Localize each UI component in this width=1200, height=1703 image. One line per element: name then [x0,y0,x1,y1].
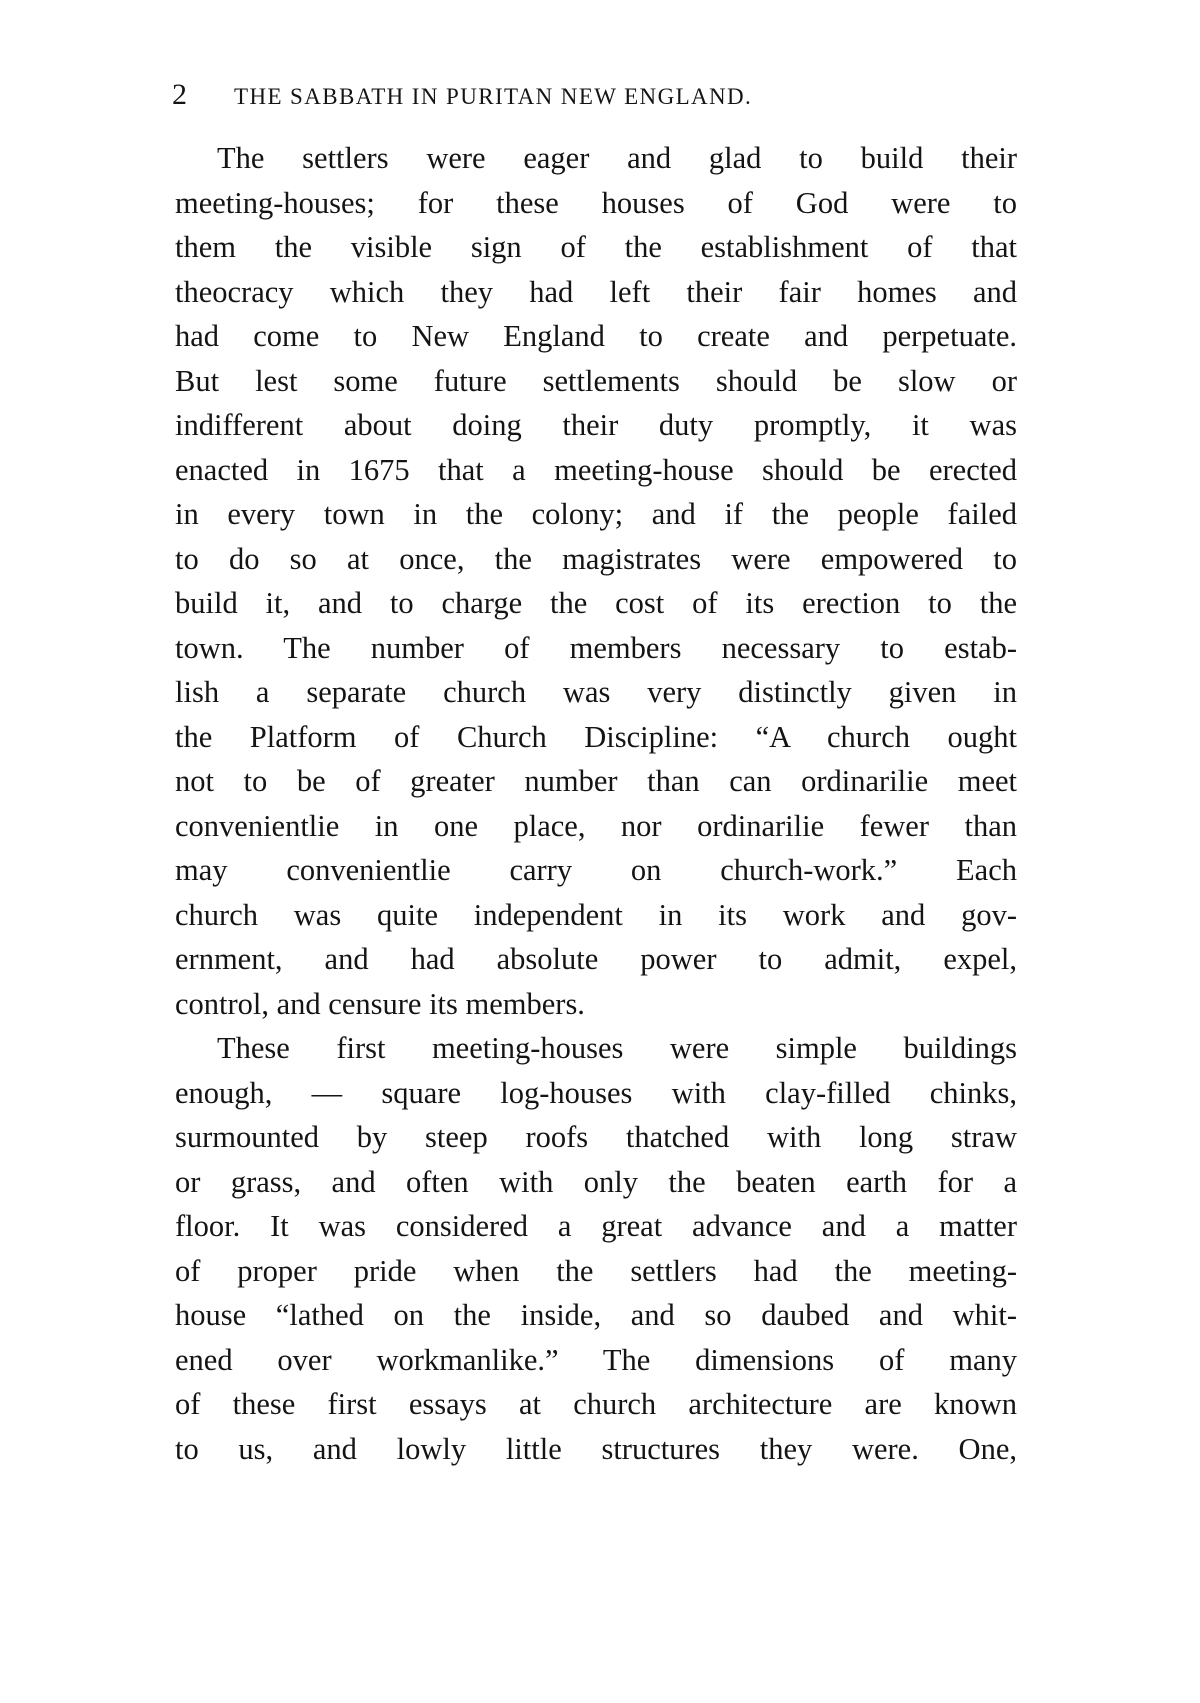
text-line: control, and censure its members. [175,986,585,1021]
text-line: But lest some future settlements should be slow or [175,363,1017,398]
text-line: church was quite independent in its work and gov- [175,897,1017,932]
text-line: indifferent about doing their duty promptly, it was [175,408,1017,442]
text-line: enough, — square log-houses with clay-filled chinks, [175,1075,1017,1110]
text-line: of these first essays at church architecture are known [175,1387,1017,1421]
text-line: meeting-houses; for these houses of God were to [175,185,1017,220]
text-line: not to be of greater number than can ordinarilie meet [175,764,1017,798]
text-line: ernment, and had absolute power to admit, expel, [175,942,1017,976]
text-line: house “lathed on the inside, and so daubed and whit- [175,1298,1017,1332]
text-line: of proper pride when the settlers had the meeting- [175,1253,1017,1288]
text-line: convenientlie in one place, nor ordinarilie fewer than [175,808,1017,843]
text-line: lish a separate church was very distinctly given in [175,675,1017,709]
running-head [172,78,1022,118]
text-line: town. The number of members necessary to estab- [175,630,1017,665]
paragraph-2 [175,1026,1017,1471]
text-line: floor. It was considered a great advance and a matter [175,1209,1017,1243]
text-line: ened over workmanlike.” The dimensions of many [175,1342,1017,1377]
text-line: to do so at once, the magistrates were empowered to [175,541,1017,576]
paragraph-1 [175,136,1017,1026]
page-number: 2 [172,78,187,111]
running-title: THE SABBATH IN PURITAN NEW ENGLAND. [234,84,753,109]
text-line: to us, and lowly little structures they were. One, [175,1431,1017,1466]
text-line: surmounted by steep roofs thatched with long straw [175,1120,1017,1154]
text-line: enacted in 1675 that a meeting-house should be erected [175,452,1017,487]
text-line: The settlers were eager and glad to build their [217,141,1017,175]
text-line: in every town in the colony; and if the people failed [175,497,1017,531]
text-line: build it, and to charge the cost of its erection to the [175,586,1017,620]
text-line: may convenientlie carry on church-work.” Each [175,853,1017,887]
text-line: or grass, and often with only the beaten earth for a [175,1164,1017,1199]
text-line: them the visible sign of the establishment of that [175,230,1017,264]
text-line: had come to New England to create and perpetuate. [175,319,1017,353]
body-text [175,136,1017,1471]
text-line: the Platform of Church Discipline: “A church ought [175,719,1017,754]
text-line: theocracy which they had left their fair homes and [175,274,1017,309]
text-line: These first meeting-houses were simple buildings [217,1031,1017,1065]
